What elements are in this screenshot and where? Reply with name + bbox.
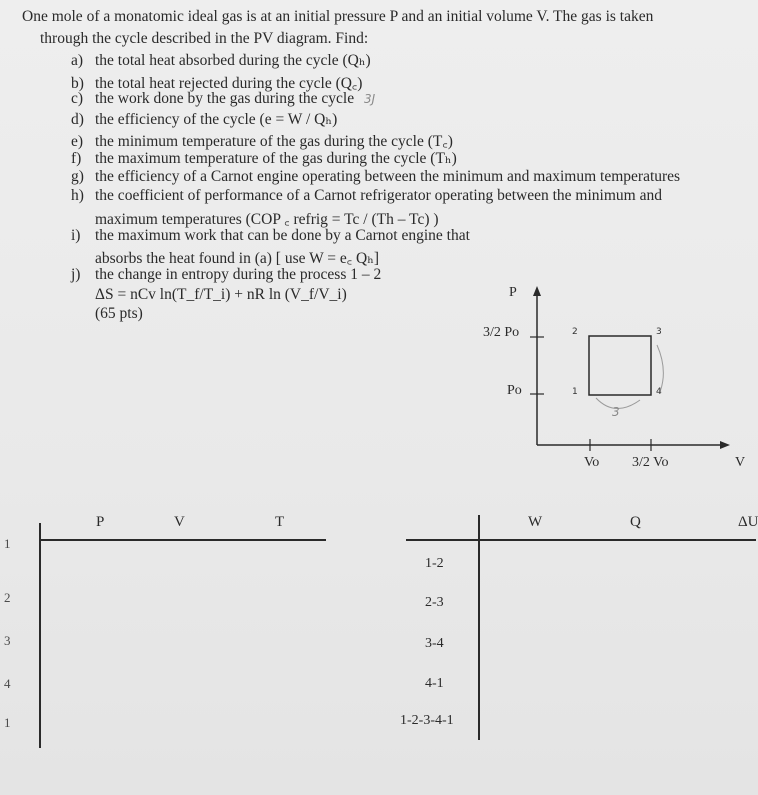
item-label: a) bbox=[71, 52, 84, 69]
entropy-formula: ΔS = nCv ln(T_f/T_i) + nR ln (V_f/V_i) bbox=[95, 286, 347, 303]
left-table-header-t: T bbox=[275, 514, 285, 530]
item-text: the total heat rejected during the cycle (Q꜀) bbox=[95, 75, 363, 92]
left-table-header-rule bbox=[40, 539, 326, 541]
left-table-header-p: P bbox=[96, 514, 105, 530]
left-table-header-v: V bbox=[174, 514, 185, 530]
right-table-header-rule bbox=[406, 539, 756, 541]
left-table-row-label: 1 bbox=[4, 536, 11, 551]
corner-label-1: 1 bbox=[572, 387, 578, 397]
item-text: the minimum temperature of the gas during the cycle (T꜀) bbox=[95, 133, 453, 150]
corner-label-3: 3 bbox=[656, 327, 662, 337]
y-tick-bottom-label: Po bbox=[507, 383, 522, 398]
problem-intro-line1: One mole of a monatomic ideal gas is at an initial pressure P and an initial volume V. The gas is taken bbox=[22, 8, 654, 25]
left-table-row-label: 4 bbox=[4, 676, 11, 691]
item-label: e) bbox=[71, 133, 84, 150]
p-axis-arrow-icon bbox=[533, 286, 541, 296]
right-table-row-label: 3-4 bbox=[425, 636, 444, 651]
left-table-row-label: 2 bbox=[4, 590, 11, 605]
item-text: the efficiency of the cycle (e = W / Qₕ) bbox=[95, 111, 338, 128]
question-item-h-cont: maximum temperatures (COP ꜀ refrig = Tc / (Th – Tc) ) bbox=[95, 211, 439, 228]
p-axis-label: P bbox=[509, 285, 517, 300]
right-table-header-q: Q bbox=[630, 514, 641, 530]
item-label: c) bbox=[71, 90, 84, 107]
item-label: i) bbox=[71, 227, 81, 244]
item-text: the total heat absorbed during the cycle (Qₕ) bbox=[95, 52, 371, 69]
item-label: j) bbox=[71, 266, 81, 283]
right-table-row-label: 1-2 bbox=[425, 556, 444, 571]
handwritten-note: 3J bbox=[364, 92, 376, 106]
x-tick-left-label: Vo bbox=[584, 455, 600, 470]
item-text: the maximum work that can be done by a Carnot engine that bbox=[95, 227, 470, 244]
right-table-row-label: 1-2-3-4-1 bbox=[400, 713, 454, 728]
right-table-vertical-rule bbox=[478, 515, 480, 740]
item-text: the work done by the gas during the cycle bbox=[95, 90, 355, 107]
v-axis-arrow-icon bbox=[720, 441, 730, 449]
left-table-row-label: 3 bbox=[4, 633, 11, 648]
v-axis-label: V bbox=[735, 455, 746, 470]
problem-intro-line2: through the cycle described in the PV diagram. Find: bbox=[40, 30, 369, 47]
item-text: the maximum temperature of the gas during the cycle (Tₕ) bbox=[95, 150, 457, 167]
item-label: b) bbox=[71, 75, 84, 92]
right-table-header-w: W bbox=[528, 514, 543, 530]
right-table-header-du: ΔU bbox=[738, 514, 758, 530]
item-text: the change in entropy during the process 1 – 2 bbox=[95, 266, 382, 283]
left-table-row-label: 1 bbox=[4, 715, 11, 730]
item-label: d) bbox=[71, 111, 84, 128]
item-text: the efficiency of a Carnot engine operating between the minimum and maximum temperatures bbox=[95, 168, 681, 185]
cycle-rectangle bbox=[589, 336, 651, 395]
item-label: h) bbox=[71, 187, 84, 204]
handwritten-corner-mark: 3 bbox=[612, 405, 620, 419]
points-label: (65 pts) bbox=[95, 305, 143, 322]
item-label: g) bbox=[71, 168, 84, 185]
item-text: the coefficient of performance of a Carnot refrigerator operating between the minimum and bbox=[95, 187, 662, 204]
right-table-row-label: 4-1 bbox=[425, 676, 444, 691]
right-table-row-label: 2-3 bbox=[425, 595, 444, 610]
item-label: f) bbox=[71, 150, 82, 167]
corner-label-2: 2 bbox=[572, 327, 578, 337]
y-tick-top-label: 3/2 Po bbox=[483, 325, 520, 340]
left-table-vertical-rule bbox=[39, 523, 41, 748]
corner-label-4: 4 bbox=[656, 387, 662, 397]
pencil-arrow-3-4 bbox=[657, 345, 663, 392]
x-tick-right-label: 3/2 Vo bbox=[632, 455, 669, 470]
question-item-i-cont: absorbs the heat found in (a) [ use W = e꜀ Qₕ] bbox=[95, 250, 380, 267]
